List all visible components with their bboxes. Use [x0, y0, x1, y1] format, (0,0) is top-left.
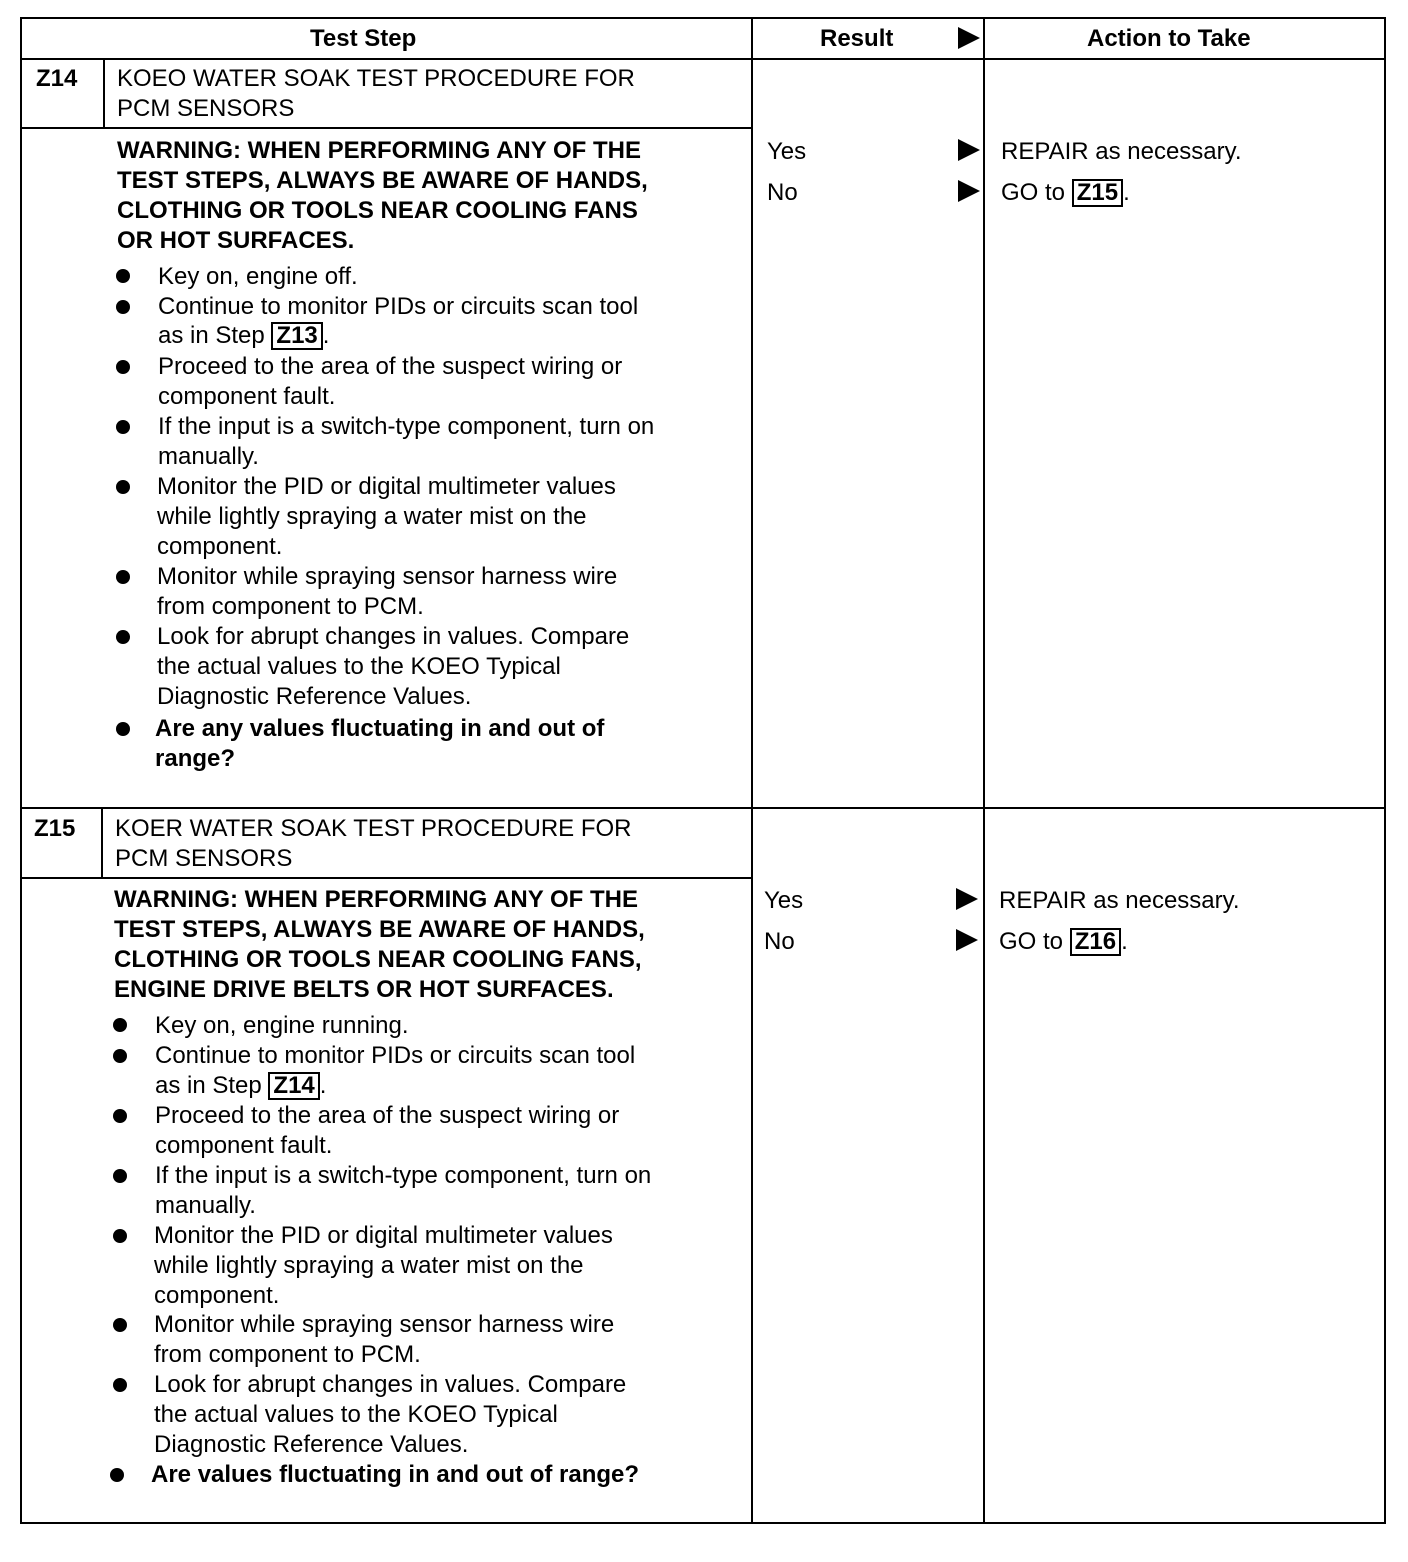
- bullet-icon: [116, 300, 130, 314]
- bullet-line: the actual values to the KOEO Typical: [157, 653, 561, 680]
- table-border-top: [20, 17, 1386, 19]
- bullet-line: component fault.: [158, 383, 336, 410]
- bullet-line: If the input is a switch-type component, turn on: [155, 1162, 652, 1189]
- table-border-right: [1384, 17, 1386, 1524]
- header-result: Result: [820, 25, 894, 52]
- header-test-step: Test Step: [310, 25, 417, 52]
- step-id: Z14: [36, 65, 78, 92]
- bullet-line: Look for abrupt changes in values. Compare: [154, 1371, 627, 1398]
- warning-line: TEST STEPS, ALWAYS BE AWARE OF HANDS,: [117, 167, 648, 194]
- result-yes: Yes: [764, 887, 804, 914]
- action-text: REPAIR as necessary.: [999, 887, 1240, 914]
- column-divider-1: [751, 17, 753, 1524]
- table-border-left: [20, 17, 22, 1524]
- header-action: Action to Take: [1087, 25, 1251, 52]
- bullet-icon: [113, 1169, 127, 1183]
- bullet-line: Proceed to the area of the suspect wiring or: [158, 353, 623, 380]
- step-reference: Z16: [1070, 928, 1121, 956]
- bullet-icon: [116, 420, 130, 434]
- step-reference: Z15: [1072, 179, 1123, 207]
- bullet-line: while lightly spraying a water mist on the: [154, 1252, 584, 1279]
- warning-line: WARNING: WHEN PERFORMING ANY OF THE: [114, 886, 638, 913]
- arrow-icon: [958, 180, 980, 202]
- bullet-line: Look for abrupt changes in values. Compare: [157, 623, 630, 650]
- bullet-line: as in Step: [158, 322, 265, 349]
- bullet-line: component fault.: [155, 1132, 333, 1159]
- header-divider: [20, 58, 1386, 60]
- arrow-icon: [956, 888, 978, 910]
- bullet-icon: [110, 1468, 124, 1482]
- result-yes: Yes: [767, 138, 807, 165]
- table-border-bottom: [20, 1522, 1386, 1524]
- header-arrow-icon: [958, 27, 980, 49]
- warning-line: CLOTHING OR TOOLS NEAR COOLING FANS,: [114, 946, 642, 973]
- column-divider-2: [983, 17, 985, 1524]
- bullet-icon: [113, 1049, 127, 1063]
- bullet-line: from component to PCM.: [157, 593, 424, 620]
- ref-suffix: .: [319, 1072, 327, 1099]
- bullet-line: If the input is a switch-type component, turn on: [158, 413, 655, 440]
- bullet-line: manually.: [155, 1192, 256, 1219]
- step-title-line: KOEO WATER SOAK TEST PROCEDURE FOR: [117, 65, 635, 92]
- bullet-line: while lightly spraying a water mist on the: [157, 503, 587, 530]
- bullet-line: Diagnostic Reference Values.: [154, 1431, 469, 1458]
- bullet-icon: [116, 269, 130, 283]
- bullet-line: from component to PCM.: [154, 1341, 421, 1368]
- step-title-line: PCM SENSORS: [117, 95, 295, 122]
- bullet-line-with-ref: [158, 321, 329, 351]
- step-title-line: PCM SENSORS: [115, 845, 293, 872]
- warning-line: OR HOT SURFACES.: [117, 227, 355, 254]
- bullet-icon: [116, 630, 130, 644]
- action-text: GO to: [1001, 179, 1066, 206]
- ref-suffix: .: [1121, 928, 1128, 955]
- bullet-icon: [113, 1378, 127, 1392]
- bullet-icon: [116, 722, 130, 736]
- ref-suffix: .: [1123, 179, 1130, 206]
- bullet-line: component.: [154, 1282, 280, 1309]
- ref-suffix: .: [322, 322, 330, 349]
- bullet-line: Monitor the PID or digital multimeter values: [157, 473, 616, 500]
- bullet-line: Key on, engine off.: [158, 263, 358, 290]
- bullet-line: Are values fluctuating in and out of range?: [151, 1461, 640, 1488]
- bullet-icon: [116, 360, 130, 374]
- action-goto: [999, 927, 1128, 957]
- step-reference: Z14: [268, 1072, 319, 1100]
- row-divider: [20, 807, 1386, 809]
- bullet-icon: [113, 1229, 127, 1243]
- bullet-line: Monitor the PID or digital multimeter values: [154, 1222, 613, 1249]
- bullet-icon: [113, 1318, 127, 1332]
- bullet-line: Monitor while spraying sensor harness wire: [154, 1311, 615, 1338]
- result-no: No: [764, 928, 795, 955]
- bullet-line: Continue to monitor PIDs or circuits scan tool: [155, 1042, 636, 1069]
- bullet-icon: [116, 480, 130, 494]
- bullet-icon: [113, 1109, 127, 1123]
- bullet-line: Diagnostic Reference Values.: [157, 683, 472, 710]
- step-title-line: KOER WATER SOAK TEST PROCEDURE FOR: [115, 815, 632, 842]
- bullet-line: Are any values fluctuating in and out of: [155, 715, 605, 742]
- warning-line: CLOTHING OR TOOLS NEAR COOLING FANS: [117, 197, 638, 224]
- bullet-line: component.: [157, 533, 283, 560]
- bullet-line: Proceed to the area of the suspect wiring or: [155, 1102, 620, 1129]
- bullet-line-with-ref: [155, 1071, 326, 1101]
- step-id-divider-z15: [101, 807, 103, 878]
- bullet-line: Monitor while spraying sensor harness wire: [157, 563, 618, 590]
- action-goto: [1001, 178, 1130, 208]
- step-reference: Z13: [271, 322, 322, 350]
- step-title-divider-z15: [20, 877, 753, 879]
- step-title-divider-z14: [20, 127, 753, 129]
- warning-line: WARNING: WHEN PERFORMING ANY OF THE: [117, 137, 641, 164]
- bullet-line: Continue to monitor PIDs or circuits scan tool: [158, 293, 639, 320]
- action-text: GO to: [999, 928, 1064, 955]
- bullet-line: manually.: [158, 443, 259, 470]
- step-id-divider-z14: [103, 58, 105, 128]
- warning-line: ENGINE DRIVE BELTS OR HOT SURFACES.: [114, 976, 614, 1003]
- bullet-line: as in Step: [155, 1072, 262, 1099]
- bullet-line: range?: [155, 745, 236, 772]
- bullet-icon: [113, 1018, 127, 1032]
- bullet-line: Key on, engine running.: [155, 1012, 409, 1039]
- warning-line: TEST STEPS, ALWAYS BE AWARE OF HANDS,: [114, 916, 645, 943]
- result-no: No: [767, 179, 798, 206]
- bullet-icon: [116, 570, 130, 584]
- bullet-line: the actual values to the KOEO Typical: [154, 1401, 558, 1428]
- action-text: REPAIR as necessary.: [1001, 138, 1242, 165]
- arrow-icon: [956, 929, 978, 951]
- arrow-icon: [958, 139, 980, 161]
- step-id: Z15: [34, 815, 76, 842]
